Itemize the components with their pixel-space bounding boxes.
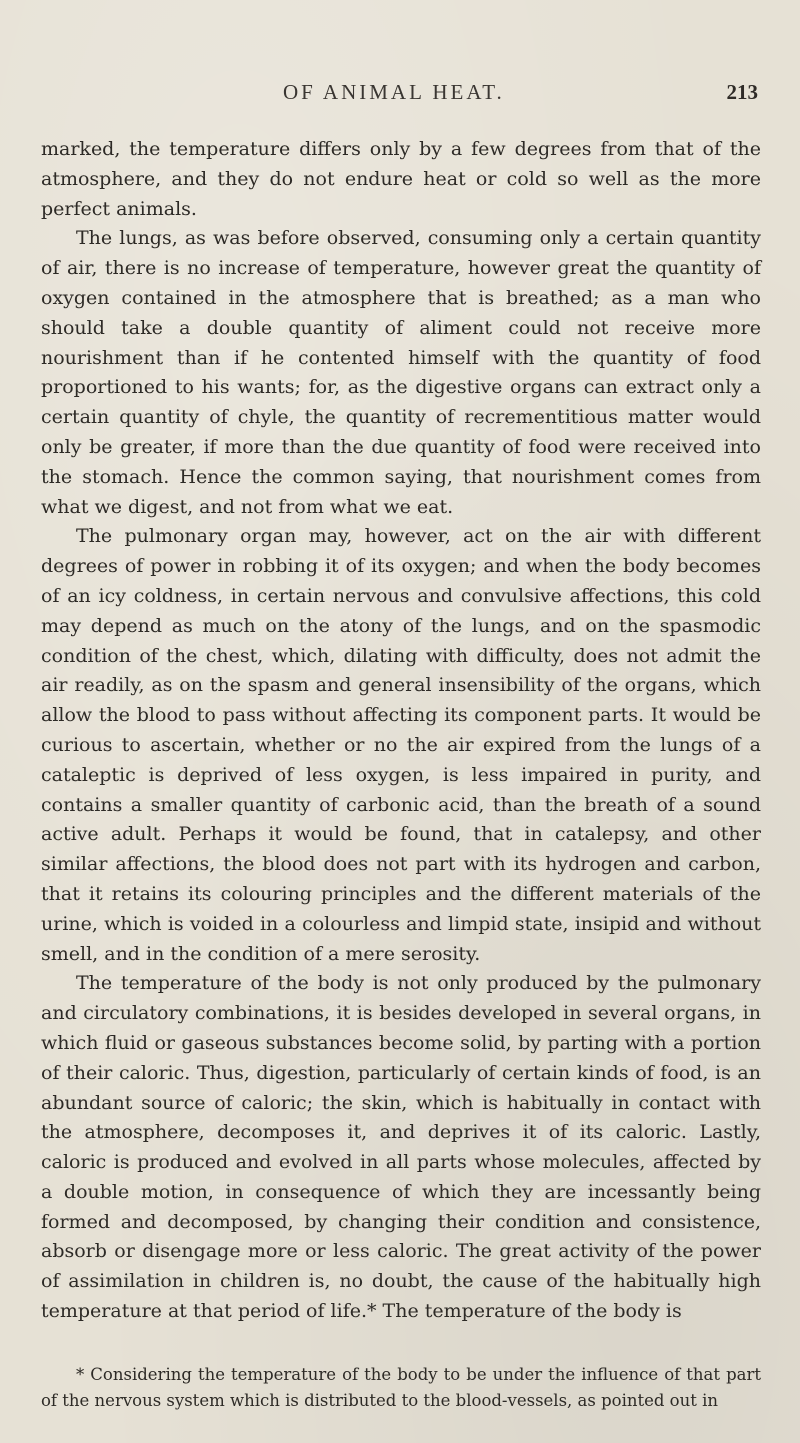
footnote: * Considering the temperature of the body to be under the influence of that part of the nervous system which is distributed to the blood-vessels, as pointed out in [41,1365,761,1410]
paragraph-pulmonary-organ: The pulmonary organ may, however, act on the air with different degrees of power in robbing it of its oxygen; and when the body becomes of an icy coldness, in certain nervous and convulsive affections, this cold may depend as much on the atony of the lungs, and on the spasmodic condition of the chest, which, dilating with difficulty, does not admit the air readily, as on the spasm and general insensibility of the organs, which allow the blood to pass without affecting its component parts. It would be curious to ascertain, whether or no the air expired from the lungs of a cataleptic is deprived of less oxygen, is less impaired in purity, and contains a smaller quantity of carbonic acid, than the breath of a sound active adult. Perhaps it would be found, that in catalepsy, and other similar affections, the blood does not part with its hydrogen and carbon, that it retains its colouring principles and the different materials of the urine, which is voided in a colourless and limpid state, insipid and without smell, and in the condition of a mere serosity. [41,525,761,965]
main-text [41,135,761,1327]
page-number: 213 [726,80,758,104]
running-title: OF ANIMAL HEAT. [283,80,505,104]
paragraph-lungs: The lungs, as was before observed, consuming only a certain quantity of air, there is no increase of temperature, however great the quantity of oxygen contained in the atmosphere that is breathed; as a man who should take a double quantity of aliment could not receive more nourishment than if he contented himself with the quantity of food proportioned to his wants; for, as the digestive organs can extract only a certain quantity of chyle, the quantity of recrementitious matter would only be greater, if more than the due quantity of food were received into the stomach. Hence the common saying, that nourishment comes from what we digest, and not from what we eat. [41,227,761,518]
paragraph-continuation: marked, the temperature differs only by a few degrees from that of the atmosphere, and they do not endure heat or cold so well as the more perfect animals. [41,138,761,220]
paragraph-temperature: The temperature of the body is not only produced by the pulmonary and circulatory combinations, it is besides developed in several organs, in which fluid or gaseous substances become solid, by parting with a portion of their caloric. Thus, digestion, particularly of certain kinds of food, is an abundant source of caloric; the skin, which is habitually in contact with the atmosphere, decomposes it, and deprives it of its caloric. Lastly, caloric is produced and evolved in all parts whose molecules, affected by a double motion, in consequence of which they are incessantly being formed and decomposed, by changing their condition and consistence, absorb or disengage more or less caloric. The great activity of the power of assimilation in children is, no doubt, the cause of the habitually high temperature at that period of life.* The temperature of the body is [41,972,761,1323]
